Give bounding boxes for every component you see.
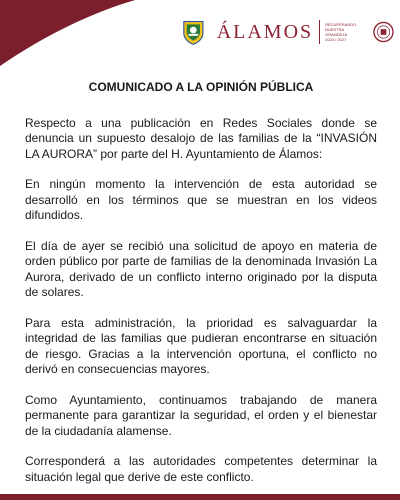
municipal-seal-icon [180, 18, 207, 46]
header-divider [319, 20, 320, 44]
paragraph-intro: Respecto a una publicación en Redes Sociales donde se denuncia un supuesto desalojo de las familias de la “INVASIÓN LA AURORA” por parte del H. Ayuntamiento de Álamos: [25, 115, 377, 161]
paragraph-denial: En ningún momento la intervención de esta autoridad se desarrolló en los términos que se muestran en los videos difundidos. [25, 177, 377, 222]
paragraph-commitment: Como Ayuntamiento, continuamos trabajando de manera permanente para garantizar la seguridad, el orden y el bienestar de la ciudadanía alamense. [25, 392, 377, 438]
tagline-line-1: RECUPERANDO [325, 22, 357, 27]
tagline [325, 22, 367, 42]
tagline-line-2: NUESTRA GRANDEZA [325, 27, 348, 37]
document-body [25, 80, 377, 500]
paragraph-priority: Para esta administración, la prioridad es salvaguardar la integridad de las familias que pudieran encontrarse en situación de riesgo. Gracias a la intervención oportuna, el conflicto no derivó en consecuencias mayores. [25, 315, 377, 376]
document-title: COMUNICADO A LA OPINIÓN PÚBLICA [88, 80, 314, 94]
header [180, 14, 394, 50]
tagline-line-3: 2024 / 2027 [325, 37, 347, 42]
corner-decoration [0, 0, 140, 70]
paragraph-legal: Corresponderá a las autoridades competentes determinar la situación legal que derive de este conflicto. [25, 454, 377, 484]
round-stamp-icon [373, 21, 394, 43]
brand-name: ÁLAMOS [216, 20, 314, 43]
paragraph-request: El día de ayer se recibió una solicitud de apoyo en materia de orden público por parte de familias de la denominada Invasión La Aurora, derivado de un conflicto interno originado por la disputa de solares. [25, 238, 377, 299]
footer-bar [0, 494, 400, 500]
